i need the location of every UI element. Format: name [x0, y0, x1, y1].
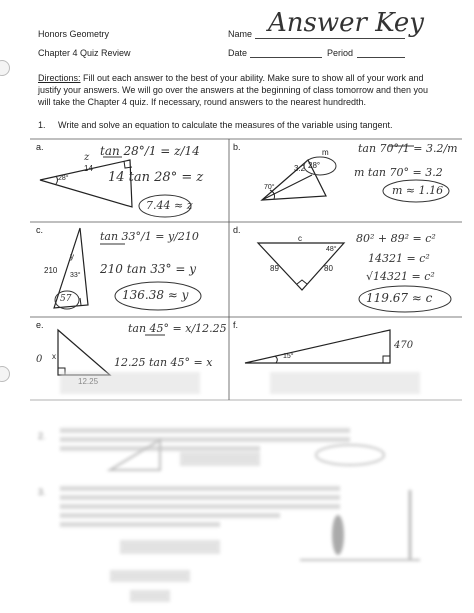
name-label: Name [228, 29, 253, 39]
label-d-c: c [298, 234, 302, 243]
work-d-4: 119.67 ≈ c [366, 291, 433, 305]
problem-e-letter: e. [36, 320, 44, 330]
label-c-210: 210 [44, 266, 58, 275]
question-1-text: Write and solve an equation to calculate the measures of the variable using tangent. [58, 120, 393, 130]
work-b-3: m ≈ 1.16 [392, 184, 444, 197]
work-e-1: tan 45° = x/12.25 [128, 322, 227, 335]
label-d-89: 89 [270, 264, 279, 273]
label-c-y: y [70, 252, 74, 261]
label-b-m: m [322, 148, 329, 157]
work-d-2: 14321 = c² [368, 252, 430, 265]
problem-a-letter: a. [36, 142, 44, 152]
label-a-angle: 28° [58, 175, 69, 182]
label-d-48: 48° [326, 246, 337, 253]
problem-d-letter: d. [233, 225, 241, 235]
question-2-number: 2. [38, 431, 46, 441]
question-3-number: 3. [38, 487, 46, 497]
work-c-2: 210 tan 33° = y [100, 262, 196, 276]
directions-text: Fill out each answer to the best of your ability. Make sure to show all of your work and justify your answers. We will go over the answers at the beginning of class tomorrow and then you will take the Chapter 4 quiz. If necessary, round answers to the nearest hundredth. [38, 73, 429, 107]
period-label: Period [327, 48, 354, 58]
problem-c-letter: c. [36, 225, 44, 235]
work-a-1: tan 28°/1 = z/14 [100, 144, 200, 158]
work-b-1: tan 70°/1 = 3.2/m [358, 142, 458, 155]
label-e-0: 0 [36, 354, 43, 365]
work-c-1: tan 33°/1 = y/210 [100, 230, 199, 243]
worksheet-title: Chapter 4 Quiz Review [38, 48, 131, 58]
label-c-57: 57 [60, 294, 72, 304]
question-1-number: 1. [38, 120, 46, 130]
label-a-14: 14 [84, 164, 93, 173]
work-d-3: √14321 = c² [366, 270, 435, 283]
problem-b-letter: b. [233, 142, 241, 152]
course-name: Honors Geometry [38, 29, 110, 39]
problem-f-letter: f. [233, 320, 239, 330]
work-a-2: 14 tan 28° = z [108, 170, 204, 185]
label-f-15: 15° [283, 353, 294, 360]
work-b-2: m tan 70° = 3.2 [354, 166, 443, 179]
label-b-angle-28: 28° [308, 161, 321, 170]
name-value: Answer Key [268, 8, 424, 38]
label-c-33: 33° [70, 272, 81, 279]
work-a-3: 7.44 ≈ z [146, 199, 193, 212]
label-d-80: 80 [324, 264, 333, 273]
work-c-3: 136.38 ≈ y [122, 288, 189, 302]
label-b-3-2: 3.2 [294, 164, 306, 173]
label-a-z: z [84, 152, 90, 163]
date-label: Date [228, 48, 248, 58]
label-e-x: x [52, 352, 56, 361]
work-e-2: 12.25 tan 45° = x [114, 356, 213, 369]
label-b-angle-70: 70° [264, 184, 275, 191]
label-f-470: 470 [394, 340, 414, 351]
directions-label: Directions: [38, 73, 81, 83]
work-d-1: 80² + 89² = c² [356, 232, 436, 245]
